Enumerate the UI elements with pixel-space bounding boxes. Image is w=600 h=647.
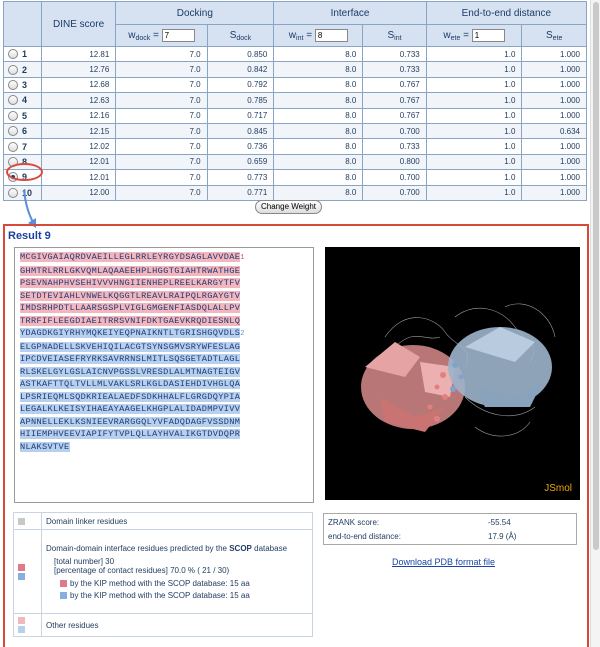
dine-cell: 12.00 (41, 185, 116, 200)
header-s-ete (522, 25, 587, 47)
sint-cell: 0.733 (363, 47, 426, 62)
protein-structure-image (325, 247, 580, 500)
w-int-symbol: w (288, 30, 297, 42)
wint-cell: 8.0 (274, 185, 363, 200)
table-row (4, 170, 587, 185)
sdock-cell: 0.845 (207, 123, 274, 138)
dine-cell: 12.76 (41, 62, 116, 77)
sdock-cell: 0.717 (207, 108, 274, 123)
rank-label: 10 (22, 187, 33, 198)
radio-icon[interactable] (8, 142, 18, 152)
sete-cell: 1.000 (522, 62, 587, 77)
wete-cell: 1.0 (426, 93, 522, 108)
sdock-cell: 0.659 (207, 154, 274, 169)
wete-cell: 1.0 (426, 108, 522, 123)
wdock-cell: 7.0 (116, 47, 207, 62)
rank-label: 8 (22, 156, 28, 167)
dine-cell: 12.01 (41, 170, 116, 185)
s-dock-sub: dock (236, 34, 252, 42)
sdock-cell: 0.736 (207, 139, 274, 154)
interface-title-db: SCOP (229, 543, 252, 553)
kip-blue-swatch (60, 592, 67, 599)
legend-table (13, 512, 313, 637)
jsmol-viewer[interactable] (325, 247, 580, 500)
legend-swatch-cell (14, 513, 42, 530)
s-ete-sub: ete (552, 34, 563, 42)
download-pdb-link[interactable]: Download PDB format file (392, 557, 496, 567)
rank-cell[interactable] (4, 47, 42, 62)
interface-title-suffix: database (251, 543, 288, 553)
dine-cell: 12.02 (41, 139, 116, 154)
radio-icon[interactable] (8, 111, 18, 121)
table-row (4, 123, 587, 138)
sequence-line: YDAGDKGIYRHYMQKEIYEQPNAIKNTLTGRISHGQVDLS (20, 328, 241, 338)
rank-cell[interactable] (4, 108, 42, 123)
rank-label: 5 (22, 110, 28, 121)
legend-percentage: [percentage of contact residues] 70.0 % ( 21 / 30) (54, 565, 230, 575)
sete-cell: 1.000 (522, 77, 587, 92)
header-w-dock: $w_{dock} = 7$ (116, 25, 207, 47)
wdock-cell: 7.0 (116, 62, 207, 77)
wdock-cell: 7.0 (116, 108, 207, 123)
wint-cell: 8.0 (274, 93, 363, 108)
results-table (3, 1, 587, 201)
ete-row (328, 530, 572, 544)
s-dock-symbol: S (229, 29, 237, 41)
wdock-cell: 7.0 (116, 170, 207, 185)
kip-red-label: by the KIP method with the SCOP database: 15 aa (70, 578, 250, 588)
radio-icon[interactable] (8, 126, 18, 136)
sint-cell: 0.767 (363, 93, 426, 108)
sete-cell: 1.000 (522, 108, 587, 123)
sdock-cell: 0.785 (207, 93, 274, 108)
wete-cell: 1.0 (426, 47, 522, 62)
interface-red-swatch (18, 564, 25, 571)
other-blue-swatch (18, 626, 25, 633)
wdock-cell: 7.0 (116, 123, 207, 138)
result-title: Result 9 (8, 230, 51, 242)
w-dock-sub: dock (135, 35, 151, 43)
legend-interface-title (46, 544, 308, 553)
legend-kip-blue (46, 591, 308, 600)
interface-title-prefix: Domain-domain interface residues predicted by the (46, 543, 230, 553)
table-row (4, 108, 587, 123)
wete-cell: 1.0 (426, 170, 522, 185)
wint-cell: 8.0 (274, 77, 363, 92)
sdock-cell: 0.842 (207, 62, 274, 77)
sdock-cell: 0.773 (207, 170, 274, 185)
wdock-cell: 7.0 (116, 77, 207, 92)
result-panel (3, 224, 589, 647)
sete-cell: 1.000 (522, 154, 587, 169)
wete-cell: 1.0 (426, 62, 522, 77)
table-row (4, 77, 587, 92)
w-dock-input[interactable] (162, 29, 195, 42)
sint-cell: 0.767 (363, 77, 426, 92)
wete-cell: 1.0 (426, 77, 522, 92)
sequence-line: TRRFIFLEEGDIAEITRRSVNIFDKTGAEVKRQDIESNLQ (20, 315, 241, 326)
sequence-box (14, 247, 314, 503)
dine-cell: 12.15 (41, 123, 116, 138)
header-interface: Interface (274, 2, 426, 25)
sint-cell: 0.700 (363, 185, 426, 200)
dine-cell: 12.01 (41, 154, 116, 169)
zrank-row (328, 516, 572, 530)
header-end-to-end: End-to-end distance (426, 2, 586, 25)
table-row (4, 139, 587, 154)
w-dock-symbol: w (128, 30, 136, 42)
dine-cell: 12.81 (41, 47, 116, 62)
sequence-line: IPCDVEIASEFRYRKSAVRRNSLMITLSQSGETADTLAGL (20, 354, 241, 364)
table-row (4, 93, 587, 108)
sint-cell: 0.700 (363, 123, 426, 138)
dine-cell: 12.63 (41, 93, 116, 108)
sequence-line: GHMTRLRRLGKVQMLAQAAEEHPLHGGTGIAHTRWATHGE (20, 265, 241, 276)
sdock-cell: 0.792 (207, 77, 274, 92)
dine-cell: 12.68 (41, 77, 116, 92)
sete-cell: 1.000 (522, 170, 587, 185)
other-red-swatch (18, 617, 25, 624)
wdock-cell: 7.0 (116, 154, 207, 169)
change-weight-button[interactable]: Change Weight (255, 200, 322, 214)
legend-kip-red (46, 579, 308, 588)
wint-cell: 8.0 (274, 62, 363, 77)
rank-label: 9 (22, 172, 28, 183)
header-docking: Docking (116, 2, 274, 25)
rank-cell[interactable] (4, 62, 42, 77)
sequence-line: ELGPNADELLSKVEHIQILACGTSYNSGMVSRYWFESLAG (20, 341, 241, 352)
legend-other: Other residues (42, 614, 313, 637)
wint-cell: 8.0 (274, 47, 363, 62)
radio-icon[interactable] (8, 65, 18, 75)
wdock-cell: 7.0 (116, 93, 207, 108)
zrank-label: ZRANK score: (328, 518, 380, 527)
legend-swatch-cell (14, 614, 42, 637)
sete-cell: 1.000 (522, 93, 587, 108)
wint-cell: 8.0 (274, 170, 363, 185)
sequence-line: HIIEMPHVEEVIAPIFYTVPLQLLAYHVALIKGTDVDQPR (20, 429, 241, 439)
radio-icon[interactable] (8, 80, 18, 90)
kip-red-swatch (60, 580, 67, 587)
legend-linker: Domain linker residues (42, 513, 313, 530)
rank-label: 2 (22, 64, 28, 75)
header-w-ete: $w_{ete} = 1$ (426, 25, 522, 47)
scrollbar-thumb[interactable] (593, 2, 599, 550)
sequence-line: ASTKAFTTQLTVLLMLVAKLSRLKGLDASIEHDIVHGLQA (20, 379, 241, 389)
table-row (4, 154, 587, 169)
sint-cell: 0.733 (363, 139, 426, 154)
wete-cell: 1.0 (426, 185, 522, 200)
sete-cell: 1.000 (522, 139, 587, 154)
sequence-line: NLAKSVTVE (20, 441, 70, 452)
sequence-text (15, 248, 313, 453)
rank-label: 6 (22, 126, 28, 137)
wete-cell: 1.0 (426, 154, 522, 169)
w-int-input[interactable] (315, 29, 348, 42)
s-ete-symbol: S (546, 29, 553, 41)
sint-cell: 0.800 (363, 154, 426, 169)
header-s-int (363, 25, 426, 47)
header-s-dock (207, 25, 274, 47)
ete-value: 17.9 (Å) (488, 532, 517, 541)
jsmol-logo: JSmol (544, 483, 572, 494)
s-int-sub: int (394, 34, 402, 42)
sequence-line: APNNELLEKLKSNIEEVRARGGQLYVFADQDAGFVSSDNM (20, 416, 241, 427)
table-row (4, 47, 587, 62)
wdock-cell: 7.0 (116, 185, 207, 200)
table-row (4, 62, 587, 77)
w-ete-sub: ete (450, 35, 461, 43)
rank-cell[interactable] (4, 139, 42, 154)
radio-icon[interactable] (8, 95, 18, 105)
sdock-cell: 0.850 (207, 47, 274, 62)
domain-marker-1: 1 (240, 254, 245, 262)
sete-cell: 1.000 (522, 185, 587, 200)
w-ete-symbol: w (443, 30, 451, 42)
rank-cell[interactable] (4, 123, 42, 138)
selection-highlight-ring (6, 163, 43, 181)
legend-swatch-cell (14, 530, 42, 614)
sequence-line: PSEVNAHPHVSEHIVVVHNGIIENHEPLREELKARGYTFV (20, 278, 241, 288)
w-ete-input[interactable] (472, 29, 505, 42)
kip-blue-label: by the KIP method with the SCOP database: 15 aa (70, 590, 250, 600)
wdock-cell: 7.0 (116, 139, 207, 154)
sint-cell: 0.700 (363, 170, 426, 185)
wint-cell: 8.0 (274, 123, 363, 138)
sequence-line: MCGIVGAIAQRDVAEILLEGLRRLEYRGYDSAGLAVVDAE (20, 252, 241, 262)
sete-cell: 1.000 (522, 47, 587, 62)
header-w-int: $w_{int} = 8$ (274, 25, 363, 47)
domain-marker-2: 2 (240, 330, 245, 338)
table-row (4, 185, 587, 200)
sequence-line: LEGALKLKEISYIHAEAYAAGELKHGPLALIDADMPVIVV (20, 404, 241, 414)
header-dine-score: DINE score (41, 2, 116, 47)
rank-cell[interactable] (4, 77, 42, 92)
legend-interface (42, 530, 313, 614)
linker-swatch (18, 518, 25, 525)
rank-label: 4 (22, 95, 28, 106)
wint-cell: 8.0 (274, 154, 363, 169)
header-corner (4, 2, 42, 47)
wete-cell: 1.0 (426, 139, 522, 154)
ete-label: end-to-end distance: (328, 532, 401, 541)
sequence-line: RLSKELGYLGSLAICNVPGSSLVRESDLALMTNAGTEIGV (20, 366, 241, 377)
rank-label: 7 (22, 141, 28, 152)
sequence-line: LPSRIEQMLSQDKRIEALAEDFSDKHHALFLGRGDQYPIA (20, 391, 241, 402)
sint-cell: 0.733 (363, 62, 426, 77)
rank-cell[interactable] (4, 93, 42, 108)
score-box (323, 513, 577, 545)
rank-label: 3 (22, 79, 28, 90)
result-rows (4, 47, 587, 201)
scrollbar[interactable] (590, 0, 600, 647)
s-int-symbol: S (387, 29, 395, 41)
sdock-cell: 0.771 (207, 185, 274, 200)
zrank-value: -55.54 (488, 518, 511, 527)
rank-label: 1 (22, 49, 28, 60)
sequence-line: SETDTEVIAHLVNWELKQGGTLREAVLRAIPQLRGAYGTV (20, 290, 241, 301)
sint-cell: 0.767 (363, 108, 426, 123)
sete-cell: 0.634 (522, 123, 587, 138)
sequence-line: IMDSRHPDTLLAARSGSPLVIGLGMGENFIASDQLALLPV (20, 303, 241, 313)
w-int-sub: int (296, 35, 304, 43)
radio-icon[interactable] (8, 49, 18, 59)
dine-cell: 12.16 (41, 108, 116, 123)
wint-cell: 8.0 (274, 108, 363, 123)
interface-blue-swatch (18, 573, 25, 580)
wint-cell: 8.0 (274, 139, 363, 154)
wete-cell: 1.0 (426, 123, 522, 138)
legend-total: [total number] 30 (54, 556, 115, 566)
